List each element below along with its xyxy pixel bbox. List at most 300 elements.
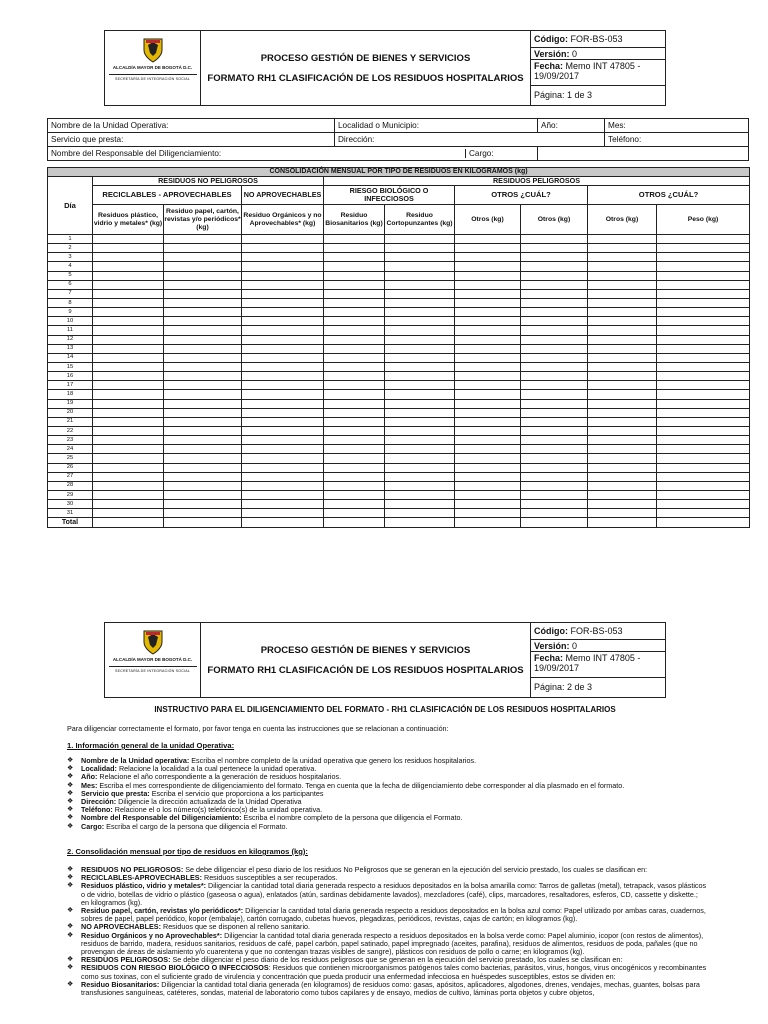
weight-cell[interactable] [521,298,588,307]
weight-cell[interactable] [657,308,750,317]
weight-cell[interactable] [455,344,521,353]
weight-cell[interactable] [242,390,324,399]
weight-cell[interactable] [324,472,385,481]
weight-cell[interactable] [242,381,324,390]
weight-cell[interactable] [324,317,385,326]
weight-cell[interactable] [521,472,588,481]
weight-cell[interactable] [521,417,588,426]
weight-cell[interactable] [324,362,385,371]
total-cell[interactable] [93,518,164,527]
weight-cell[interactable] [455,298,521,307]
day-number: 27 [48,472,93,481]
weight-cell[interactable] [657,317,750,326]
weight-cell[interactable] [657,472,750,481]
weight-cell[interactable] [455,399,521,408]
weight-cell[interactable] [588,426,657,435]
weight-cell[interactable] [521,362,588,371]
total-cell[interactable] [242,518,324,527]
weight-cell[interactable] [93,500,164,509]
weight-cell[interactable] [164,262,242,271]
weight-cell[interactable] [588,436,657,445]
weight-cell[interactable] [521,353,588,362]
weight-cell[interactable] [242,362,324,371]
weight-cell[interactable] [385,490,455,499]
year-field[interactable]: Año: [538,119,605,133]
weight-cell[interactable] [588,417,657,426]
weight-cell[interactable] [588,490,657,499]
weight-cell[interactable] [242,426,324,435]
weight-cell[interactable] [385,390,455,399]
weight-cell[interactable] [455,308,521,317]
weight-cell[interactable] [588,509,657,518]
weight-cell[interactable] [164,381,242,390]
weight-cell[interactable] [385,454,455,463]
weight-cell[interactable] [242,500,324,509]
weight-cell[interactable] [93,326,164,335]
weight-cell[interactable] [242,335,324,344]
weight-cell[interactable] [588,335,657,344]
weight-cell[interactable] [657,235,750,244]
weight-cell[interactable] [588,298,657,307]
weight-cell[interactable] [385,408,455,417]
weight-cell[interactable] [455,289,521,298]
weight-cell[interactable] [455,509,521,518]
total-cell[interactable] [164,518,242,527]
weight-cell[interactable] [521,454,588,463]
weight-cell[interactable] [455,372,521,381]
weight-cell[interactable] [455,454,521,463]
weight-cell[interactable] [93,344,164,353]
total-cell[interactable] [521,518,588,527]
weight-cell[interactable] [588,253,657,262]
weight-cell[interactable] [93,381,164,390]
weight-cell[interactable] [657,353,750,362]
weight-cell[interactable] [242,308,324,317]
weight-cell[interactable] [455,335,521,344]
weight-cell[interactable] [164,235,242,244]
weight-cell[interactable] [385,399,455,408]
weight-cell[interactable] [657,436,750,445]
weight-cell[interactable] [521,509,588,518]
weight-cell[interactable] [521,390,588,399]
weight-cell[interactable] [588,463,657,472]
weight-cell[interactable] [588,317,657,326]
weight-cell[interactable] [521,426,588,435]
weight-cell[interactable] [521,463,588,472]
weight-cell[interactable] [93,454,164,463]
weight-cell[interactable] [455,381,521,390]
weight-cell[interactable] [521,399,588,408]
weight-cell[interactable] [242,417,324,426]
weight-cell[interactable] [324,490,385,499]
weight-cell[interactable] [521,244,588,253]
weight-cell[interactable] [164,436,242,445]
weight-cell[interactable] [324,381,385,390]
weight-cell[interactable] [324,335,385,344]
weight-cell[interactable] [455,271,521,280]
weight-cell[interactable] [588,271,657,280]
weight-cell[interactable] [455,262,521,271]
weight-cell[interactable] [93,244,164,253]
weight-cell[interactable] [588,289,657,298]
weight-cell[interactable] [521,317,588,326]
weight-cell[interactable] [93,280,164,289]
weight-cell[interactable] [324,344,385,353]
weight-cell[interactable] [164,317,242,326]
weight-cell[interactable] [164,253,242,262]
weight-cell[interactable] [521,408,588,417]
weight-cell[interactable] [588,481,657,490]
weight-cell[interactable] [385,500,455,509]
weight-cell[interactable] [385,426,455,435]
weight-cell[interactable] [657,280,750,289]
weight-cell[interactable] [657,399,750,408]
weight-cell[interactable] [385,463,455,472]
weight-cell[interactable] [588,445,657,454]
weight-cell[interactable] [164,463,242,472]
total-cell[interactable] [657,518,750,527]
weight-cell[interactable] [242,408,324,417]
weight-cell[interactable] [324,417,385,426]
weight-cell[interactable] [385,344,455,353]
weight-cell[interactable] [93,308,164,317]
weight-cell[interactable] [164,426,242,435]
weight-cell[interactable] [93,289,164,298]
weight-cell[interactable] [242,490,324,499]
address-field[interactable]: Dirección: [335,133,605,147]
weight-cell[interactable] [657,372,750,381]
weight-cell[interactable] [657,445,750,454]
weight-cell[interactable] [385,271,455,280]
weight-cell[interactable] [242,271,324,280]
weight-cell[interactable] [324,408,385,417]
weight-cell[interactable] [93,372,164,381]
weight-cell[interactable] [657,271,750,280]
weight-cell[interactable] [93,262,164,271]
weight-cell[interactable] [93,490,164,499]
weight-cell[interactable] [324,426,385,435]
weight-cell[interactable] [324,271,385,280]
weight-cell[interactable] [324,481,385,490]
weight-cell[interactable] [455,490,521,499]
weight-cell[interactable] [657,500,750,509]
weight-cell[interactable] [93,317,164,326]
service-field[interactable]: Servicio que presta: [48,133,335,147]
weight-cell[interactable] [521,445,588,454]
weight-cell[interactable] [385,417,455,426]
weight-cell[interactable] [164,372,242,381]
weight-cell[interactable] [521,481,588,490]
weight-cell[interactable] [385,317,455,326]
weight-cell[interactable] [588,326,657,335]
role-field[interactable]: Cargo: [465,149,494,158]
weight-cell[interactable] [385,280,455,289]
weight-cell[interactable] [164,490,242,499]
weight-cell[interactable] [455,362,521,371]
weight-cell[interactable] [455,436,521,445]
weight-cell[interactable] [242,509,324,518]
weight-cell[interactable] [657,463,750,472]
weight-cell[interactable] [242,253,324,262]
weight-cell[interactable] [521,308,588,317]
weight-cell[interactable] [164,500,242,509]
weight-cell[interactable] [455,244,521,253]
weight-cell[interactable] [242,463,324,472]
weight-cell[interactable] [385,326,455,335]
weight-cell[interactable] [324,372,385,381]
weight-cell[interactable] [324,280,385,289]
weight-cell[interactable] [164,280,242,289]
weight-cell[interactable] [521,262,588,271]
weight-cell[interactable] [324,262,385,271]
weight-cell[interactable] [164,362,242,371]
weight-cell[interactable] [588,344,657,353]
weight-cell[interactable] [93,298,164,307]
total-cell[interactable] [324,518,385,527]
weight-cell[interactable] [588,235,657,244]
weight-cell[interactable] [385,335,455,344]
weight-cell[interactable] [164,390,242,399]
weight-cell[interactable] [324,463,385,472]
weight-cell[interactable] [164,509,242,518]
weight-cell[interactable] [242,372,324,381]
total-cell[interactable] [385,518,455,527]
weight-cell[interactable] [455,317,521,326]
weight-cell[interactable] [588,472,657,481]
weight-cell[interactable] [455,235,521,244]
weight-cell[interactable] [242,481,324,490]
weight-cell[interactable] [588,353,657,362]
weight-cell[interactable] [657,326,750,335]
weight-cell[interactable] [93,436,164,445]
weight-cell[interactable] [164,289,242,298]
phone-field[interactable]: Teléfono: [605,133,749,147]
weight-cell[interactable] [324,445,385,454]
locality-field[interactable]: Localidad o Municipio: [335,119,538,133]
weight-cell[interactable] [93,399,164,408]
weight-cell[interactable] [242,317,324,326]
weight-cell[interactable] [93,235,164,244]
weight-cell[interactable] [521,344,588,353]
weight-cell[interactable] [242,472,324,481]
weight-cell[interactable] [242,399,324,408]
weight-cell[interactable] [521,372,588,381]
weight-cell[interactable] [385,262,455,271]
weight-cell[interactable] [657,262,750,271]
weight-cell[interactable] [455,445,521,454]
weight-cell[interactable] [93,408,164,417]
weight-cell[interactable] [588,372,657,381]
weight-cell[interactable] [242,326,324,335]
weight-cell[interactable] [93,271,164,280]
weight-cell[interactable] [324,253,385,262]
weight-cell[interactable] [657,344,750,353]
weight-cell[interactable] [657,426,750,435]
weight-cell[interactable] [455,353,521,362]
weight-cell[interactable] [93,509,164,518]
weight-cell[interactable] [588,390,657,399]
weight-cell[interactable] [242,262,324,271]
weight-cell[interactable] [385,372,455,381]
weight-cell[interactable] [521,490,588,499]
weight-cell[interactable] [93,335,164,344]
weight-cell[interactable] [385,298,455,307]
weight-cell[interactable] [242,298,324,307]
weight-cell[interactable] [657,289,750,298]
weight-cell[interactable] [164,244,242,253]
weight-cell[interactable] [455,417,521,426]
weight-cell[interactable] [242,244,324,253]
weight-cell[interactable] [385,381,455,390]
weight-cell[interactable] [93,390,164,399]
weight-cell[interactable] [588,362,657,371]
weight-cell[interactable] [385,509,455,518]
weight-cell[interactable] [657,335,750,344]
weight-cell[interactable] [164,399,242,408]
weight-cell[interactable] [455,253,521,262]
weight-cell[interactable] [455,472,521,481]
weight-cell[interactable] [455,463,521,472]
weight-cell[interactable] [324,509,385,518]
weight-cell[interactable] [385,472,455,481]
weight-cell[interactable] [93,445,164,454]
weight-cell[interactable] [588,454,657,463]
weight-cell[interactable] [521,335,588,344]
weight-cell[interactable] [455,326,521,335]
unit-name-field[interactable]: Nombre de la Unidad Operativa: [48,119,335,133]
weight-cell[interactable] [657,362,750,371]
weight-cell[interactable] [164,454,242,463]
weight-cell[interactable] [324,436,385,445]
weight-cell[interactable] [164,344,242,353]
weight-cell[interactable] [521,280,588,289]
weight-cell[interactable] [588,399,657,408]
weight-cell[interactable] [385,308,455,317]
weight-cell[interactable] [385,445,455,454]
weight-cell[interactable] [324,353,385,362]
weight-cell[interactable] [385,289,455,298]
weight-cell[interactable] [521,235,588,244]
weight-cell[interactable] [385,244,455,253]
weight-cell[interactable] [588,308,657,317]
weight-cell[interactable] [588,408,657,417]
weight-cell[interactable] [455,426,521,435]
weight-cell[interactable] [657,390,750,399]
section-2-list [67,866,707,997]
weight-cell[interactable] [242,289,324,298]
weight-cell[interactable] [324,399,385,408]
day-number: 15 [48,362,93,371]
weight-cell[interactable] [657,417,750,426]
weight-cell[interactable] [242,454,324,463]
weight-cell[interactable] [242,280,324,289]
weight-cell[interactable] [164,353,242,362]
weight-cell[interactable] [385,235,455,244]
weight-cell[interactable] [455,500,521,509]
weight-cell[interactable] [588,381,657,390]
weight-cell[interactable] [324,298,385,307]
weight-cell[interactable] [324,308,385,317]
weight-cell[interactable] [657,490,750,499]
weight-cell[interactable] [164,271,242,280]
weight-cell[interactable] [521,289,588,298]
weight-cell[interactable] [324,326,385,335]
weight-cell[interactable] [93,426,164,435]
weight-cell[interactable] [521,326,588,335]
month-field[interactable]: Mes: [605,119,749,133]
weight-cell[interactable] [521,500,588,509]
weight-cell[interactable] [521,253,588,262]
weight-cell[interactable] [93,253,164,262]
weight-cell[interactable] [93,481,164,490]
weight-cell[interactable] [657,481,750,490]
weight-cell[interactable] [588,244,657,253]
weight-cell[interactable] [657,253,750,262]
weight-cell[interactable] [588,262,657,271]
weight-cell[interactable] [93,353,164,362]
weight-cell[interactable] [385,362,455,371]
weight-cell[interactable] [521,436,588,445]
weight-cell[interactable] [164,335,242,344]
weight-cell[interactable] [324,235,385,244]
weight-cell[interactable] [324,289,385,298]
weight-cell[interactable] [164,481,242,490]
weight-cell[interactable] [657,454,750,463]
weight-cell[interactable] [93,417,164,426]
weight-cell[interactable] [242,445,324,454]
weight-cell[interactable] [93,463,164,472]
weight-cell[interactable] [588,280,657,289]
weight-cell[interactable] [385,253,455,262]
total-cell[interactable] [588,518,657,527]
weight-cell[interactable] [93,472,164,481]
weight-cell[interactable] [588,500,657,509]
weight-cell[interactable] [242,235,324,244]
weight-cell[interactable] [657,244,750,253]
weight-cell[interactable] [324,244,385,253]
weight-cell[interactable] [657,381,750,390]
weight-cell[interactable] [242,353,324,362]
weight-cell[interactable] [521,381,588,390]
weight-cell[interactable] [164,298,242,307]
weight-cell[interactable] [324,500,385,509]
weight-cell[interactable] [657,298,750,307]
weight-cell[interactable] [385,481,455,490]
weight-cell[interactable] [385,353,455,362]
weight-cell[interactable] [164,472,242,481]
responsible-field[interactable]: Nombre del Responsable del Diligenciamiento: [51,149,222,158]
weight-cell[interactable] [164,445,242,454]
total-cell[interactable] [455,518,521,527]
weight-cell[interactable] [324,454,385,463]
weight-cell[interactable] [455,481,521,490]
weight-cell[interactable] [324,390,385,399]
weight-cell[interactable] [385,436,455,445]
weight-cell[interactable] [455,390,521,399]
weight-cell[interactable] [455,408,521,417]
weight-cell[interactable] [657,509,750,518]
weight-cell[interactable] [242,436,324,445]
weight-cell[interactable] [657,408,750,417]
weight-cell[interactable] [164,326,242,335]
weight-cell[interactable] [455,280,521,289]
weight-cell[interactable] [164,308,242,317]
weight-cell[interactable] [164,408,242,417]
weight-cell[interactable] [164,417,242,426]
weight-cell[interactable] [93,362,164,371]
weight-cell[interactable] [242,344,324,353]
weight-cell[interactable] [521,271,588,280]
